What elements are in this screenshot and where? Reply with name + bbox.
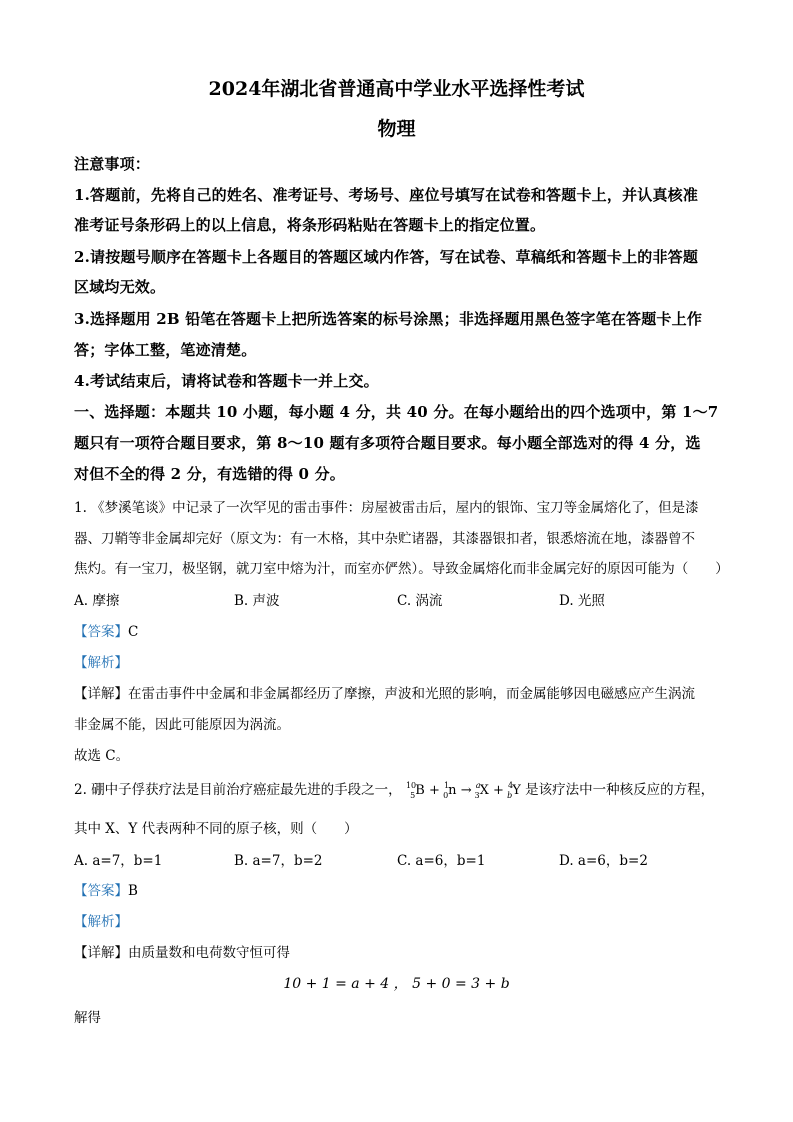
notice-line: 4.考试结束后，请将试卷和答题卡一并上交。 [74,372,379,390]
q2-tail: 是该疗法中一种核反应的方程， [525,782,715,798]
q1-detail-line: 非金属不能，因此可能原因为涡流。 [74,717,290,733]
exam-title: 2024年湖北省普通高中学业水平选择性考试 [208,78,585,100]
q1-option-c: C. 涡流 [397,593,443,609]
q1-option-a: A. 摩擦 [74,593,120,609]
q2-answer [74,879,724,899]
q2-detail [74,941,724,961]
q2-solve: 解得 [74,1010,101,1026]
q1-stem-line: 焦灼。有一宝刀，极坚钢，就刀室中熔为汁，而室亦俨然）。导致金属熔化而非金属完好的原因可能为（ ） [74,561,729,577]
section-line: 一、选择题：本题共 10 小题，每小题 4 分，共 40 分。在每小题给出的四个选项中，第 1～7 [74,403,719,421]
q2-option-a: A. a=7，b=1 [74,853,163,869]
notice-line: 1.答题前，先将自己的姓名、准考证号、考场号、座位号填写在试卷和答题卡上，并认真核准 [74,186,699,204]
answer-value: C [128,624,139,640]
notice-line: 3.选择题用 2B 铅笔在答题卡上把所选答案的标号涂黑；非选择题用黑色签字笔在答题卡上作 [74,310,703,328]
answer-tag: 【答案】 [74,883,128,899]
section-line: 题只有一项符合题目要求，第 8～10 题有多项符合题目要求。每小题全部选对的得 4 分，选 [74,434,701,452]
q2-stem-line [74,778,724,798]
q1-conclusion: 故选 C。 [74,748,130,764]
q2-analysis-tag: 【解析】 [74,914,128,930]
conservation-equation: 10 + 1 = a + 4 ， 5 + 0 = 3 + b [283,976,510,992]
notice-line: 准考证号条形码上的以上信息，将条形码粘贴在答题卡上的指定位置。 [74,216,546,234]
q2-stem-line: 其中 X、Y 代表两种不同的原子核，则（ ） [74,821,358,837]
q1-analysis-tag: 【解析】 [74,655,128,671]
notice-line: 2.请按题号顺序在答题卡上各题目的答题区域内作答，写在试卷、草稿纸和答题卡上的非答题 [74,248,699,266]
notice-line: 答；字体工整，笔迹清楚。 [74,341,257,359]
subject-title: 物理 [377,118,416,140]
q2-option-d: D. a=6，b=2 [559,853,648,869]
q1-detail [74,682,724,702]
detail-tag: 【详解】 [74,686,128,702]
x-nucleus: $^a_3$X [474,781,489,800]
q1-stem-line: 器、刀鞘等非金属却完好（原文为：有一木格，其中杂贮诸器，其漆器银扣者，银悉熔流在地，漆器曾不 [74,531,695,547]
arrow-icon: → [460,783,472,798]
q2-option-b: B. a=7，b=2 [234,853,323,869]
notice-line: 区域均无效。 [74,278,166,296]
detail-tag: 【详解】 [74,945,128,961]
q1-answer [74,620,724,640]
q2-option-c: C. a=6，b=1 [397,853,486,869]
q1-option-b: B. 声波 [234,593,280,609]
q1-option-d: D. 光照 [559,593,605,609]
q2-lead: 2. 硼中子俘获疗法是目前治疗癌症最先进的手段之一， [74,782,402,798]
section-line: 对但不全的得 2 分，有选错的得 0 分。 [74,465,345,483]
boron-nucleus: $^{10}_5$B [405,781,425,800]
detail-text: 由质量数和电荷数守恒可得 [128,945,290,961]
answer-value: B [128,883,138,899]
notice-heading: 注意事项： [74,155,151,173]
detail-text: 在雷击事件中金属和非金属都经历了摩擦，声波和光照的影响，而金属能够因电磁感应产生涡流 [128,686,695,702]
q1-stem-line: 1. 《梦溪笔谈》中记录了一次罕见的雷击事件：房屋被雷击后，屋内的银饰、宝刀等金属熔化了，但是漆 [74,500,699,516]
y-nucleus: $^4_b$Y [507,781,521,800]
nuclear-reaction-equation: $^{10}_5$B + $^1_0$n → $^a_3$X + $^4_b$Y [405,781,521,800]
answer-tag: 【答案】 [74,624,128,640]
neutron: $^1_0$n [443,781,457,800]
